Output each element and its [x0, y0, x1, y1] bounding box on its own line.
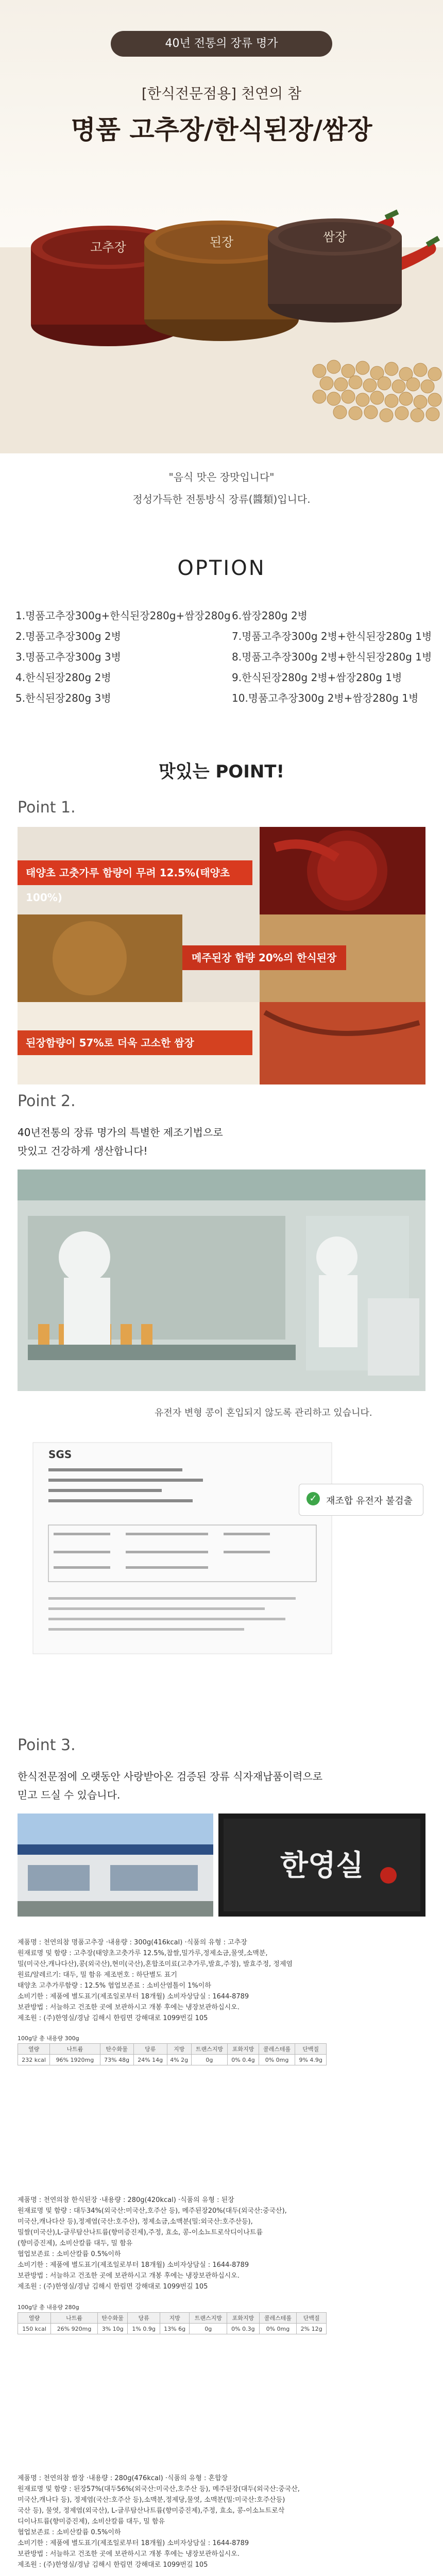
hero-title: 명품 고추장/한식된장/쌈장	[71, 115, 372, 145]
hero-product-image	[0, 155, 443, 453]
point1-bar-gochujang: 태양초 고춧가루 함량이 무려 12.5%(태양초 100%)	[18, 860, 252, 885]
nutrition-value: 73% 48g	[100, 2055, 133, 2065]
label-row: 밀쌀(미국산),L-글루탐산나트륨(향미증진제),주정, 효소, 콩-이소뇨트로삭디이나트륨	[18, 2229, 263, 2236]
label-row: 소비기한 : 제품에 별도표기(제조일로부터 18개월) 소비자상담실 : 1644-8789	[18, 2539, 249, 2547]
label-row: 협업보존료 : 소비산칼륨 0.5%이하	[18, 2250, 121, 2258]
hero-subtitle: [한식전문점용] 천연의 참	[141, 85, 302, 102]
nutrition-caption: 100g당 총 내용량 280g	[18, 2304, 79, 2311]
nutrition-value: 0% 0mg	[259, 2324, 297, 2334]
label-row: 제품명 : 천연의참 한식된장 ·내용량 : 280g(420kcal) ·식품의 유형 : 된장	[18, 2196, 234, 2204]
label-row: 미국산,캐나다산 등),정제염(국산:호주산), 정제소금,소맥분(밀:외국산:호주산등),	[18, 2218, 253, 2226]
option-item: 3.명품고추장300g 3병	[15, 651, 121, 663]
factory-image	[18, 1170, 425, 1391]
point1-bar-doenjang: 메주된장 함량 20%의 한식된장	[182, 945, 346, 970]
option-item: 8.명품고추장300g 2병+한식된장280g 1병	[232, 651, 432, 663]
nutrition-value: 3% 10g	[97, 2324, 127, 2334]
taste-desc: 정성가득한 전통방식 장류(醬類)입니다.	[132, 493, 311, 505]
nutrition-header: 탄수화물	[97, 2313, 127, 2324]
nutrition-header: 단백질	[295, 2044, 327, 2055]
product-label-ssamjang	[18, 2473, 425, 2570]
point2-desc-line1: 40년전통의 장류 명가의 특별한 제조기법으로	[18, 1126, 223, 1139]
taste-quote: "음식 맛은 장맛입니다"	[168, 471, 275, 483]
option-item: 5.한식된장280g 3병	[15, 692, 111, 704]
points-title: 맛있는 POINT!	[159, 761, 284, 782]
nutrition-header: 콜레스테롤	[259, 2044, 295, 2055]
point3-desc	[18, 1767, 322, 1804]
nutrition-header: 포화지방	[227, 2313, 259, 2324]
label-row: (향미증진제), 소비산칼륨 대두, 밀 함유	[18, 2240, 133, 2247]
points-header	[0, 757, 443, 799]
jar-label-doenjang: 된장	[209, 235, 234, 249]
nutrition-header: 당류	[133, 2044, 167, 2055]
nutrition-header: 탄수화물	[100, 2044, 133, 2055]
nutrition-header: 나트륨	[50, 2044, 100, 2055]
point3-desc-line2: 믿고 드실 수 있습니다.	[18, 1789, 121, 1801]
nutrition-caption: 100g당 총 내용량 300g	[18, 2035, 79, 2042]
label-row: 태양초 고추가루함량 : 12.5% 협업보존료 : 소비산염톨이 1%이하	[18, 1982, 211, 1990]
nutrition-value: 232 kcal	[18, 2055, 50, 2065]
gmo-badge	[299, 1484, 423, 1516]
label-row: 보관방법 : 서늘하고 건조한 곳에 보관하시고 개봉 후에는 냉장보관하십시오.	[18, 2550, 240, 2558]
label-row: 소비기한 : 제품에 별도표기(제조일로부터 18개월) 소비자상담실 : 1644-8789	[18, 1993, 249, 2001]
nutrition-value: 96% 1920mg	[50, 2055, 100, 2065]
point3-title: Point 3.	[18, 1736, 76, 1754]
label-row: 제품명 : 천연의참 명품고추장 ·내용량 : 300g(416kcal) ·식품의 유형 : 고추장	[18, 1939, 247, 1946]
point2-desc	[18, 1123, 223, 1160]
nutrition-value: 4% 2g	[167, 2055, 191, 2065]
label-row: 국산 등), 물엿, 정제염(외국산), L-글루탐산나트륨(향미증진제),주정, 효소, 콩-이소뇨트로삭	[18, 2507, 285, 2515]
label-row: 원료/알레르기: 대두, 밀 함유 제조번호 : 하단별도 표기	[18, 1971, 177, 1979]
point2-title: Point 2.	[18, 1092, 76, 1110]
label-row: 디이나트륨(향미증진제), 소비산칼륨 대두, 밀 함유	[18, 2518, 165, 2526]
option-col-left	[15, 605, 231, 708]
nutrition-header: 트랜스지방	[191, 2044, 228, 2055]
label-row: 밀(미국산,캐나다산),콩(외국산),현미(국산),혼합조미료(고추가루,발효,주정), 발효주정, 정제염	[18, 1960, 293, 1968]
nutrition-table	[18, 2312, 327, 2334]
nutrition-header: 열량	[18, 2313, 51, 2324]
sgs-logo: SGS	[48, 1448, 72, 1461]
nutrition-header: 지방	[160, 2313, 190, 2324]
label-row: 원재료명 및 함량 : 대두34%(외국산:미국산,호주산 등), 메주된장20%(대두(외국산:중국산),	[18, 2207, 287, 2215]
product-label-gochujang	[18, 1937, 425, 2024]
nutrition-header: 트랜스지방	[190, 2313, 227, 2324]
point3-desc-line1: 한식전문점에 오랫동안 사랑받아온 검증된 장류 식자재납품이력으로	[18, 1770, 323, 1783]
label-row: 협업보존료 : 소비산칼륨 0.5%이하	[18, 2529, 121, 2536]
jar-label-gochujang: 고추장	[90, 240, 126, 255]
nutrition-header: 열량	[18, 2044, 50, 2055]
option-col-right	[232, 605, 432, 708]
nutrition-value: 150 kcal	[18, 2324, 51, 2334]
point1-bar-ssamjang: 된장함량이 57%로 더욱 고소한 쌈장	[18, 1030, 252, 1055]
nutrition-value: 0% 0.4g	[228, 2055, 259, 2065]
nutrition-table	[18, 2043, 327, 2065]
brand-sign-image	[218, 1814, 425, 1917]
taste-section	[0, 464, 443, 556]
nutrition-value: 13% 6g	[160, 2324, 190, 2334]
label-row: 소비기한 : 제품에 별도표기(제조일로부터 18개월) 소비자상담실 : 1644-8789	[18, 2261, 249, 2269]
nutrition-value: 0% 0.3g	[227, 2324, 259, 2334]
option-item: 2.명품고추장300g 2병	[15, 630, 121, 642]
label-row: 보관방법 : 서늘하고 건조한 곳에 보관하시고 개봉 후에는 냉장보관하십시오.	[18, 2272, 240, 2280]
label-row: 미국산,캐나다 등), 정제염(국산:호주산 등),소맥분,정제당,물엿, 소맥분(밀:미국산:호주산등)	[18, 2496, 285, 2504]
label-row: 원재료명 및 함량 : 된장57%(대두56%(외국산:미국산,호주산 등), 메주된장(대두(외국산:중국산,	[18, 2485, 300, 2493]
jar-label-ssamjang: 쌈장	[322, 230, 347, 244]
nutrition-value: 0g	[191, 2055, 228, 2065]
label-row: 제품명 : 천연의참 쌈장 ·내용량 : 280g(476kcal) ·식품의 유형 : 혼합장	[18, 2475, 228, 2482]
nutrition-value: 9% 4.9g	[295, 2055, 327, 2065]
point3-section	[0, 1736, 443, 1927]
label-row: 원재료명 및 함량 : 고추장(태양초고춧가루 12.5%,찹쌀,밀가루,정제소금,물엿,소맥분,	[18, 1950, 268, 1957]
nutrition-value: 24% 14g	[133, 2055, 167, 2065]
point2-section	[0, 1092, 443, 1726]
gmo-badge-text: 재조합 유전자 불검출	[326, 1496, 413, 1506]
option-item: 7.명품고추장300g 2병+한식된장280g 1병	[232, 630, 432, 642]
point1-title: Point 1.	[18, 799, 76, 817]
label-row: 제조원 : (주)한영실/경남 김해시 한림면 강해대로 1099번길 105	[18, 2561, 208, 2569]
option-title: OPTION	[177, 556, 266, 580]
point1-section	[0, 799, 443, 1092]
nutrition-header: 단백질	[297, 2313, 327, 2324]
label-row: 제조원 : (주)한영실/경남 김해시 한림면 강해대로 1099번길 105	[18, 2014, 208, 2022]
option-item: 4.한식된장280g 2병	[15, 671, 111, 684]
nutrition-header: 지방	[167, 2044, 191, 2055]
nutrition-header: 포화지방	[228, 2044, 259, 2055]
option-item: 6.쌈장280g 2병	[232, 609, 308, 622]
nutrition-header: 당류	[128, 2313, 160, 2324]
gmo-caption: 유전자 변형 콩이 혼입되지 않도록 관리하고 있습니다.	[155, 1408, 372, 1418]
nutrition-value: 26% 920mg	[51, 2324, 98, 2334]
factory-exterior-image	[18, 1814, 213, 1917]
point2-desc-line2: 맛있고 건강하게 생산합니다!	[18, 1145, 148, 1157]
option-item: 9.한식된장280g 2병+쌈장280g 1병	[232, 671, 402, 684]
brand-sign-text: 한영실	[280, 1849, 364, 1883]
nutrition-header: 나트륨	[51, 2313, 98, 2324]
product-label-doenjang	[18, 2195, 425, 2292]
heritage-pill: 40년 전통의 장류 명가	[111, 31, 332, 57]
test-report-image	[18, 1432, 425, 1664]
nutrition-header: 콜레스테롤	[259, 2313, 297, 2324]
hero-section	[0, 0, 443, 464]
label-row: 제조원 : (주)한영실/경남 김해시 한림면 강해대로 1099번길 105	[18, 2283, 208, 2291]
label-row: 보관방법 : 서늘하고 건조한 곳에 보관하시고 개봉 후에는 냉장보관하십시오.	[18, 2004, 240, 2011]
option-section	[0, 556, 443, 742]
option-item: 1.명품고추장300g+한식된장280g+쌈장280g	[15, 609, 231, 622]
check-icon: ✓	[306, 1492, 320, 1505]
nutrition-value: 2% 12g	[297, 2324, 327, 2334]
nutrition-value: 0% 0mg	[259, 2055, 295, 2065]
nutrition-value: 1% 0.9g	[128, 2324, 160, 2334]
nutrition-value: 0g	[190, 2324, 227, 2334]
option-item: 10.명품고추장300g 2병+쌈장280g 1병	[232, 692, 419, 704]
